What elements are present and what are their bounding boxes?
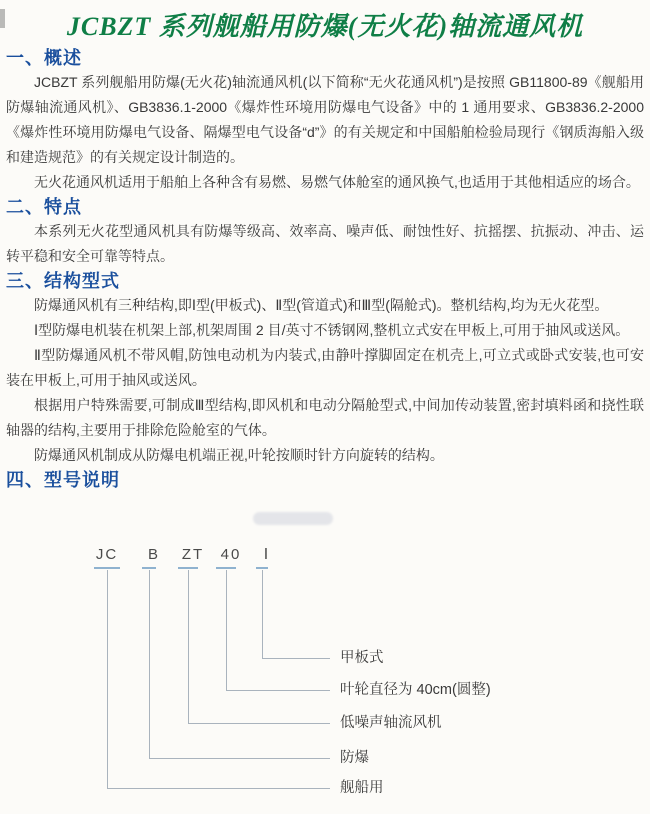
structure-paragraph-1: 防爆通风机有三种结构,即Ⅰ型(甲板式)、Ⅱ型(管道式)和Ⅲ型(隔舱式)。整机结构,均为无火花型。 [34,297,609,313]
model-code-i: Ⅰ [263,546,271,563]
model-code-b: B [147,546,160,563]
code-underline [216,567,236,569]
connector-line-vertical [226,570,227,690]
connector-line-vertical [262,570,263,658]
connector-line-vertical [188,570,189,723]
connector-line-horizontal [262,658,330,659]
structure-paragraph-3: Ⅱ型防爆通风机不带风帽,防蚀电动机为内装式,由静叶撑脚固定在机壳上,可立式或卧式安装,也可安装在甲板上,可用于抽风或送风。 [6,347,644,388]
code-underline [178,567,198,569]
code-underline [256,567,268,569]
section-heading-features: 二、特点 [6,197,82,217]
code-meaning-low-noise-axial: 低噪声轴流风机 [340,715,442,731]
connector-line-horizontal [149,758,330,759]
overview-paragraph-1: JCBZT 系列舰船用防爆(无火花)轴流通风机(以下简称“无火花通风机”)是按照 GB11800-89《舰船用防爆轴流通风机》、GB3836.1-2000《爆炸性环境用防爆电气设备》中的 1 通用要求、GB3836.2-2000《爆炸性环境用防爆电气设备、隔爆型电气设备“d”》的有关规定和中国船舶检验局现行《钢质海船入级和建造规范》的有关规定设计制造的。 [6,74,644,165]
page-title: JCBZT 系列舰船用防爆(无火花)轴流通风机 [66,12,584,41]
section-heading-structure: 三、结构型式 [6,271,120,291]
code-underline [94,567,120,569]
model-code-zt: ZT [181,546,205,563]
scan-smudge-artifact [253,512,333,525]
overview-paragraph-2: 无火花通风机适用于船舶上各种含有易燃、易燃气体舱室的通风换气,也适用于其他相适应的场合。 [34,174,640,190]
connector-line-horizontal [226,690,330,691]
connector-line-horizontal [188,723,330,724]
features-paragraph: 本系列无火花型通风机具有防爆等级高、效率高、噪声低、耐蚀性好、抗摇摆、抗振动、冲击、运转平稳和安全可靠等特点。 [6,223,644,264]
section-heading-overview: 一、概述 [6,48,82,68]
structure-paragraph-4: 根据用户特殊需要,可制成Ⅲ型结构,即风机和电动分隔舱型式,中间加传动装置,密封填料函和挠性联轴器的结构,主要用于排除危险舱室的气体。 [6,397,644,438]
code-meaning-ship-use: 舰船用 [340,780,384,796]
scan-edge-artifact [0,9,5,28]
model-code-jc: JC [95,546,119,563]
code-underline [142,567,156,569]
model-code-40: 40 [220,546,242,563]
code-meaning-explosion-proof: 防爆 [340,750,369,766]
model-number-diagram [0,545,650,814]
code-meaning-deck-type: 甲板式 [340,650,384,666]
connector-line-vertical [149,570,150,758]
section-heading-model-designation: 四、型号说明 [6,470,120,490]
structure-paragraph-2: Ⅰ型防爆电机装在机架上部,机架周围 2 目/英寸不锈钢网,整机立式安在甲板上,可用于抽风或送风。 [34,322,630,338]
code-meaning-impeller-diameter: 叶轮直径为 40cm(圆整) [340,682,491,698]
structure-paragraph-5: 防爆通风机制成从防爆电机端正视,叶轮按顺时针方向旋转的结构。 [34,447,444,463]
connector-line-horizontal [107,788,330,789]
connector-line-vertical [107,570,108,788]
